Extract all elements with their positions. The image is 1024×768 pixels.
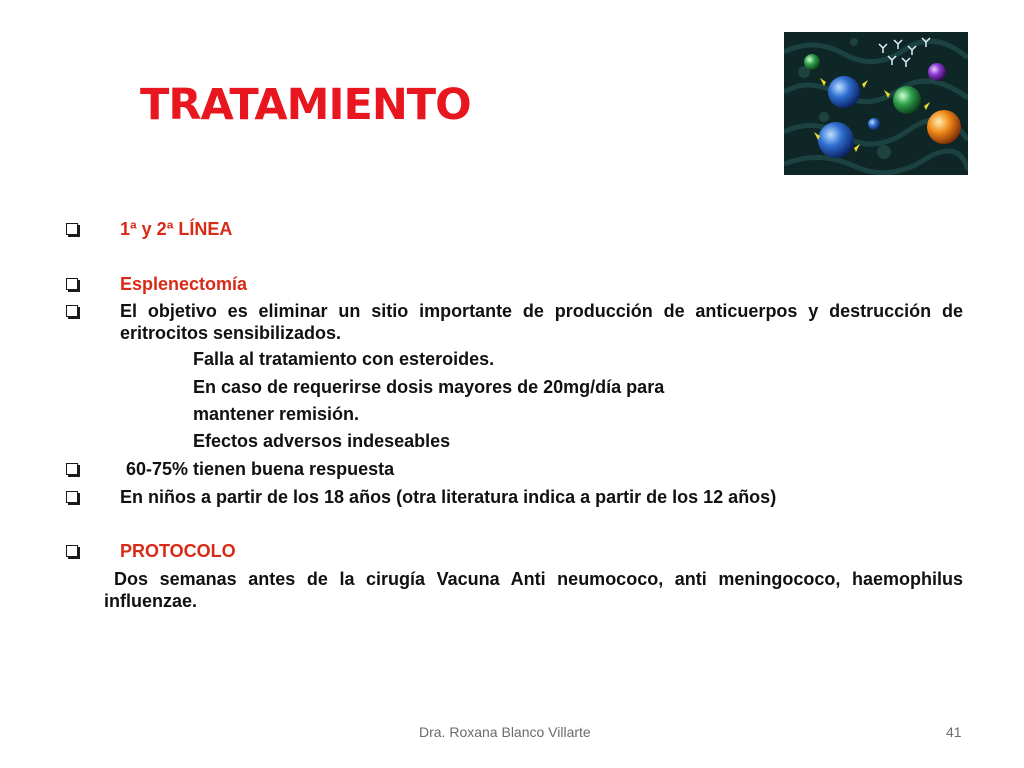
page-number: 41 bbox=[946, 724, 962, 740]
bullet-objective: El objetivo es eliminar un sitio importante de producción de anticuerpos y destrucción de eritrocitos sensibilizados. bbox=[120, 301, 963, 343]
square-bullet-icon bbox=[66, 278, 78, 290]
cells-illustration bbox=[784, 32, 968, 175]
sub-item-maintain-remission: mantener remisión. bbox=[193, 404, 360, 424]
square-bullet-icon bbox=[66, 491, 78, 503]
bullet-protocol: PROTOCOLO bbox=[120, 541, 236, 561]
sub-item-higher-doses: En caso de requerirse dosis mayores de 20mg/día para bbox=[193, 377, 665, 397]
bullet-first-second-line: 1ª y 2ª LÍNEA bbox=[120, 219, 233, 239]
sub-item-steroid-failure: Falla al tratamiento con esteroides. bbox=[193, 349, 495, 369]
square-bullet-icon bbox=[66, 545, 78, 557]
protocol-text: Dos semanas antes de la cirugía Vacuna Anti neumococo, anti meningococo, haemophilus influenzae. bbox=[104, 569, 963, 611]
bullet-response-rate: 60-75% tienen buena respuesta bbox=[126, 459, 395, 479]
footer-author: Dra. Roxana Blanco Villarte bbox=[419, 724, 591, 740]
square-bullet-icon bbox=[66, 223, 78, 235]
slide-title: TRATAMIENTO bbox=[140, 80, 471, 130]
square-bullet-icon bbox=[66, 305, 78, 317]
bullet-splenectomy: Esplenectomía bbox=[120, 274, 248, 294]
bullet-children-age: En niños a partir de los 18 años (otra literatura indica a partir de los 12 años) bbox=[120, 487, 777, 507]
sub-item-adverse-effects: Efectos adversos indeseables bbox=[193, 431, 451, 451]
square-bullet-icon bbox=[66, 463, 78, 475]
